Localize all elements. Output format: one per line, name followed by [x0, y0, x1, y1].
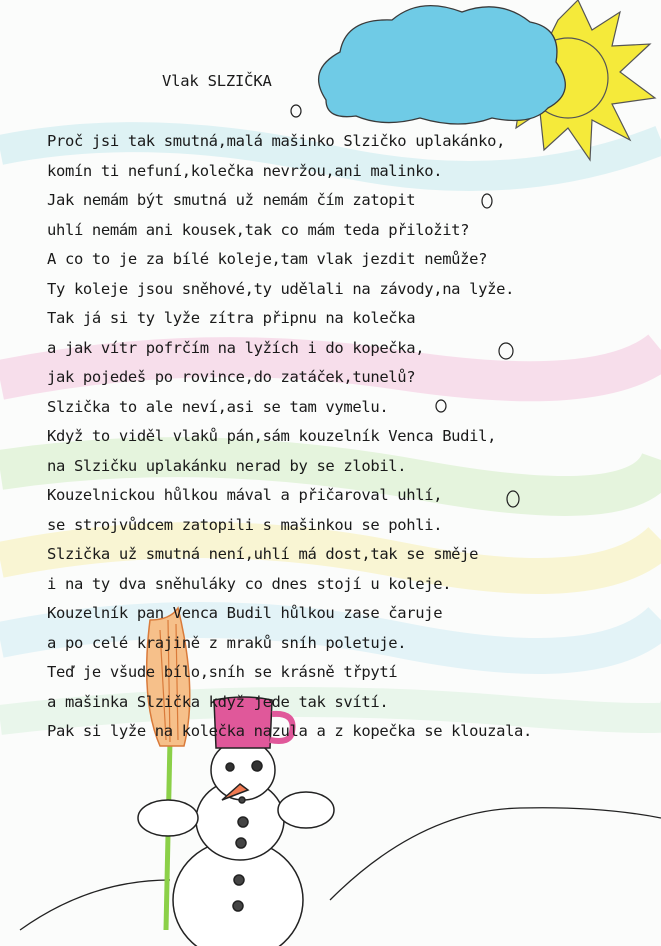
snowman-arm-right	[278, 792, 334, 828]
eye-left	[226, 763, 234, 771]
poem-line: Teď je všude bílo,sníh se krásně třpytí	[47, 663, 398, 681]
poem-line: a mašinka Slzička když jede tak svítí.	[47, 692, 389, 711]
button	[239, 797, 245, 803]
poem-line: Slzička už smutná není,uhlí má dost,tak se směje	[47, 545, 479, 563]
hill-left	[20, 880, 170, 930]
poem-line: Kouzelnickou hůlkou mával a přičaroval uhlí,	[47, 486, 443, 504]
poem-line: na Slzičku uplakánku nerad by se zlobil.	[47, 456, 407, 475]
poem-line: Ty koleje jsou sněhové,ty udělali na závody,na lyže.	[47, 279, 515, 298]
poem-line: Jak nemám být smutná už nemám čím zatopit	[47, 191, 416, 209]
poem-title: Vlak SLZIČKA	[162, 72, 272, 90]
snowflake	[499, 343, 513, 359]
poem-line: Tak já si ty lyže zítra připnu na kolečka	[47, 309, 416, 327]
cloud	[319, 6, 566, 124]
poem-line: Slzička to ale neví,asi se tam vymelu.	[47, 397, 389, 416]
hill-right	[330, 808, 661, 900]
poem-line: i na ty dva sněhuláky co dnes stojí u koleje.	[47, 574, 452, 593]
snowflake	[436, 400, 446, 412]
poem-line: jak pojedeš po rovince,do zatáček,tunelů?	[47, 368, 416, 386]
poem-line: Když to viděl vlaků pán,sám kouzelník Venca Budil,	[47, 427, 497, 445]
poem-line: A co to je za bílé koleje,tam vlak jezdit nemůže?	[47, 250, 488, 268]
button	[233, 901, 243, 911]
poem-line: a po celé krajině z mraků sníh poletuje.	[47, 633, 407, 652]
poem-line: uhlí nemám ani kousek,tak co mám teda přiložit?	[47, 220, 470, 239]
button	[238, 817, 248, 827]
poem-line: se strojvůdcem zatopili s mašinkou se pohli.	[47, 515, 443, 534]
poem-line: Kouzelník pan Venca Budil hůlkou zase čaruje	[47, 604, 443, 622]
snowflake	[482, 194, 492, 208]
hills	[20, 808, 661, 930]
eye-right	[252, 761, 262, 771]
button	[236, 838, 246, 848]
button	[234, 875, 244, 885]
snowman-arm-left	[138, 800, 198, 836]
poem-line: a jak vítr pofrčím na lyžích i do kopečka,	[47, 338, 425, 357]
poem-line: Pak si lyže na kolečka nazula a z kopečka se klouzala.	[47, 722, 533, 740]
snowflake	[291, 105, 301, 117]
poem-line: Proč jsi tak smutná,malá mašinko Slzičko uplakánko,	[47, 132, 506, 150]
poem-line: komín ti nefuní,kolečka nevržou,ani malinko.	[47, 161, 443, 180]
